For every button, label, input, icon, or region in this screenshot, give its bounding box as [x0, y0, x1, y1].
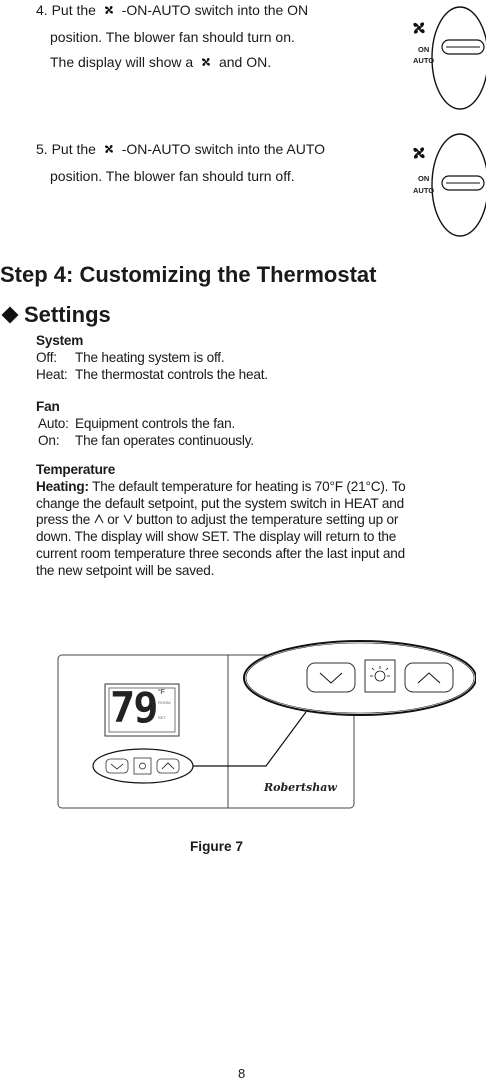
fan-row: Auto: Equipment controls the fan.	[38, 415, 236, 431]
fan-icon	[199, 55, 213, 69]
switch-on-label: ON	[418, 45, 430, 54]
switch-auto-label: AUTO	[413, 186, 435, 195]
diamond-bullet-icon	[2, 307, 19, 324]
display-readout: 79	[110, 683, 157, 732]
settings-heading: Settings	[0, 302, 111, 328]
switch-auto-label: AUTO	[413, 56, 435, 65]
down-arrow-icon	[123, 514, 133, 524]
fan-section	[36, 399, 476, 449]
system-row: Off: The heating system is off.	[36, 349, 225, 365]
unit-label: °F	[158, 689, 166, 696]
step4-line1: 4. Put the -ON-AUTO switch into the ON	[36, 2, 309, 18]
system-title: System	[36, 333, 84, 348]
system-row: Heat: The thermostat controls the heat.	[36, 366, 268, 382]
fan-icon	[413, 147, 424, 158]
fan-icon	[102, 142, 116, 156]
step4-line3: The display will show a and ON.	[50, 54, 272, 70]
thermostat-figure	[56, 638, 476, 818]
step4-line2: position. The blower fan should turn on.	[50, 29, 295, 45]
fan-row: On: The fan operates continuously.	[38, 432, 254, 448]
heating-label: Heating:	[36, 478, 89, 494]
brand-logo: Robertshaw	[264, 781, 337, 794]
switch-on-label: ON	[418, 174, 430, 183]
up-arrow-icon	[94, 514, 104, 524]
set-label: SET	[158, 715, 166, 720]
fan-title: Fan	[36, 399, 60, 414]
fan-switch-auto-illustration	[406, 130, 486, 240]
fan-switch-on-illustration	[406, 5, 486, 115]
temperature-title: Temperature	[36, 462, 116, 477]
step-heading: Step 4: Customizing the Thermostat	[0, 262, 377, 287]
page-number: 8	[238, 1066, 246, 1081]
figure-caption: Figure 7	[190, 839, 243, 854]
system-section	[36, 333, 476, 383]
fan-icon	[413, 22, 424, 33]
step5-line1: 5. Put the -ON-AUTO switch into the AUTO	[36, 141, 326, 157]
fan-icon	[102, 3, 116, 17]
step5-line2: position. The blower fan should turn off.	[50, 168, 295, 184]
room-label: ROOM	[158, 700, 171, 705]
temperature-section: Temperature Heating: The default temperature for heating is 70°F (21°C). To change the default setpoint, put the system switch in HEAT and press the or button to adjust the temperature setting up or down. The display will show SET. The display will return to the current room temperature three seconds after the last input and the new setpoint will be saved.	[36, 462, 481, 580]
